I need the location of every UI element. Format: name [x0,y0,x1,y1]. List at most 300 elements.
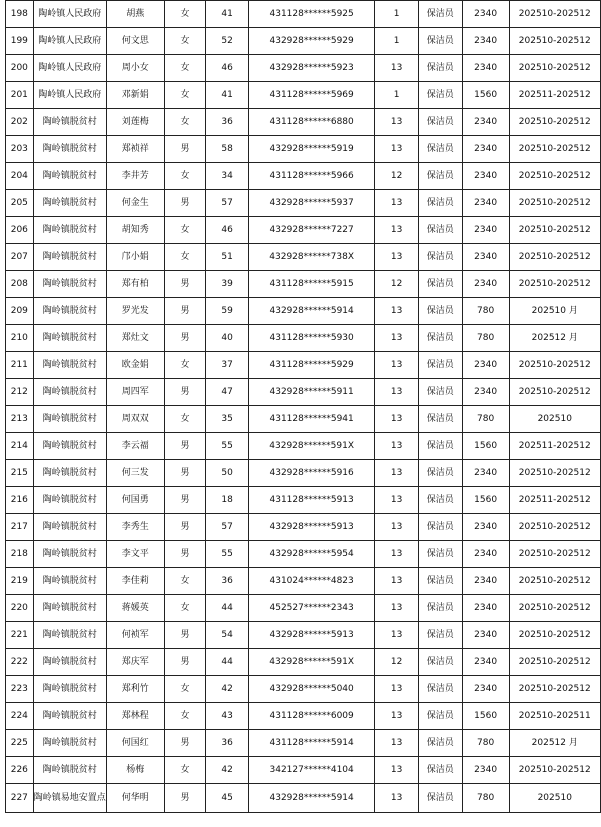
job-cell: 保洁员 [418,568,462,595]
amount-cell: 780 [462,730,509,757]
age-cell: 34 [206,163,249,190]
period-cell: 202510-202512 [509,352,601,379]
group-cell: 1 [375,28,419,55]
amount-cell: 2340 [462,460,509,487]
seq-cell: 212 [6,379,34,406]
group-cell: 13 [375,784,419,813]
seq-cell: 210 [6,325,34,352]
amount-cell: 2340 [462,757,509,784]
gender-cell: 女 [164,757,206,784]
job-cell: 保洁员 [418,514,462,541]
job-cell: 保洁员 [418,649,462,676]
unit-cell: 陶岭镇脱贫村 [33,541,106,568]
id-number-cell: 431128******5966 [248,163,374,190]
gender-cell: 女 [164,595,206,622]
period-cell: 202511-202512 [509,433,601,460]
unit-cell: 陶岭镇脱贫村 [33,352,106,379]
job-cell: 保洁员 [418,406,462,433]
amount-cell: 1560 [462,703,509,730]
table-row [6,649,601,676]
age-cell: 42 [206,757,249,784]
name-cell: 杨梅 [106,757,164,784]
period-cell: 202510 [509,784,601,813]
table-row [6,325,601,352]
table-row [6,28,601,55]
amount-cell: 780 [462,406,509,433]
job-cell: 保洁员 [418,1,462,28]
unit-cell: 陶岭镇脱贫村 [33,109,106,136]
age-cell: 52 [206,28,249,55]
name-cell: 邓新娟 [106,82,164,109]
name-cell: 何文思 [106,28,164,55]
period-cell: 202510-202512 [509,595,601,622]
age-cell: 36 [206,109,249,136]
group-cell: 13 [375,109,419,136]
table-row [6,595,601,622]
roster-sheet [5,0,601,813]
amount-cell: 2340 [462,109,509,136]
id-number-cell: 431128******6880 [248,109,374,136]
period-cell: 202510 月 [509,298,601,325]
gender-cell: 男 [164,487,206,514]
gender-cell: 男 [164,730,206,757]
job-cell: 保洁员 [418,460,462,487]
gender-cell: 女 [164,82,206,109]
amount-cell: 2340 [462,244,509,271]
group-cell: 13 [375,352,419,379]
age-cell: 42 [206,676,249,703]
period-cell: 202510-202512 [509,649,601,676]
age-cell: 41 [206,1,249,28]
group-cell: 12 [375,271,419,298]
id-number-cell: 432928******5954 [248,541,374,568]
job-cell: 保洁员 [418,325,462,352]
name-cell: 胡知秀 [106,217,164,244]
period-cell: 202510-202512 [509,244,601,271]
table-row [6,406,601,433]
id-number-cell: 432928******591X [248,649,374,676]
name-cell: 周小女 [106,55,164,82]
table-row [6,541,601,568]
group-cell: 1 [375,82,419,109]
amount-cell: 2340 [462,136,509,163]
group-cell: 13 [375,703,419,730]
id-number-cell: 432928******7227 [248,217,374,244]
table-row [6,352,601,379]
amount-cell: 2340 [462,163,509,190]
name-cell: 郑利竹 [106,676,164,703]
name-cell: 邝小娟 [106,244,164,271]
gender-cell: 男 [164,271,206,298]
gender-cell: 女 [164,163,206,190]
unit-cell: 陶岭镇脱贫村 [33,730,106,757]
period-cell: 202510-202512 [509,28,601,55]
name-cell: 何三发 [106,460,164,487]
name-cell: 李井芳 [106,163,164,190]
amount-cell: 2340 [462,190,509,217]
name-cell: 李秀生 [106,514,164,541]
gender-cell: 男 [164,649,206,676]
gender-cell: 男 [164,460,206,487]
group-cell: 13 [375,325,419,352]
job-cell: 保洁员 [418,82,462,109]
amount-cell: 2340 [462,649,509,676]
group-cell: 13 [375,406,419,433]
job-cell: 保洁员 [418,730,462,757]
unit-cell: 陶岭镇人民政府 [33,28,106,55]
id-number-cell: 432928******591X [248,433,374,460]
name-cell: 周双双 [106,406,164,433]
unit-cell: 陶岭镇人民政府 [33,82,106,109]
unit-cell: 陶岭镇人民政府 [33,1,106,28]
id-number-cell: 452527******2343 [248,595,374,622]
job-cell: 保洁员 [418,676,462,703]
name-cell: 郑灶文 [106,325,164,352]
amount-cell: 2340 [462,55,509,82]
job-cell: 保洁员 [418,352,462,379]
unit-cell: 陶岭镇脱贫村 [33,595,106,622]
seq-cell: 221 [6,622,34,649]
amount-cell: 2340 [462,568,509,595]
age-cell: 18 [206,487,249,514]
table-row [6,109,601,136]
job-cell: 保洁员 [418,28,462,55]
table-row [6,730,601,757]
age-cell: 57 [206,190,249,217]
job-cell: 保洁员 [418,784,462,813]
name-cell: 蒋媛英 [106,595,164,622]
gender-cell: 女 [164,703,206,730]
seq-cell: 219 [6,568,34,595]
seq-cell: 199 [6,28,34,55]
amount-cell: 2340 [462,676,509,703]
group-cell: 13 [375,487,419,514]
id-number-cell: 431128******5913 [248,487,374,514]
seq-cell: 214 [6,433,34,460]
age-cell: 50 [206,460,249,487]
id-number-cell: 432928******5913 [248,622,374,649]
seq-cell: 202 [6,109,34,136]
age-cell: 46 [206,217,249,244]
amount-cell: 780 [462,298,509,325]
gender-cell: 女 [164,568,206,595]
period-cell: 202511-202512 [509,82,601,109]
period-cell: 202510-202512 [509,676,601,703]
group-cell: 13 [375,460,419,487]
job-cell: 保洁员 [418,298,462,325]
period-cell: 202510-202512 [509,190,601,217]
age-cell: 46 [206,55,249,82]
period-cell: 202510-202512 [509,514,601,541]
gender-cell: 男 [164,784,206,813]
table-row [6,55,601,82]
seq-cell: 204 [6,163,34,190]
group-cell: 13 [375,757,419,784]
age-cell: 37 [206,352,249,379]
job-cell: 保洁员 [418,217,462,244]
name-cell: 郑有柏 [106,271,164,298]
table-row [6,757,601,784]
name-cell: 刘莲梅 [106,109,164,136]
group-cell: 1 [375,1,419,28]
period-cell: 202512 月 [509,325,601,352]
seq-cell: 227 [6,784,34,813]
amount-cell: 2340 [462,622,509,649]
table-row [6,514,601,541]
amount-cell: 1560 [462,433,509,460]
job-cell: 保洁员 [418,271,462,298]
gender-cell: 男 [164,433,206,460]
id-number-cell: 432928******5929 [248,28,374,55]
job-cell: 保洁员 [418,190,462,217]
id-number-cell: 431128******6009 [248,703,374,730]
job-cell: 保洁员 [418,541,462,568]
amount-cell: 780 [462,784,509,813]
group-cell: 13 [375,514,419,541]
job-cell: 保洁员 [418,136,462,163]
group-cell: 13 [375,244,419,271]
seq-cell: 226 [6,757,34,784]
gender-cell: 女 [164,1,206,28]
group-cell: 13 [375,433,419,460]
id-number-cell: 431128******5914 [248,730,374,757]
name-cell: 郑林程 [106,703,164,730]
age-cell: 36 [206,730,249,757]
age-cell: 55 [206,541,249,568]
unit-cell: 陶岭镇脱贫村 [33,757,106,784]
period-cell: 202510-202512 [509,163,601,190]
age-cell: 40 [206,325,249,352]
id-number-cell: 431128******5915 [248,271,374,298]
amount-cell: 780 [462,325,509,352]
age-cell: 57 [206,514,249,541]
period-cell: 202510-202512 [509,55,601,82]
id-number-cell: 432928******5916 [248,460,374,487]
group-cell: 13 [375,190,419,217]
id-number-cell: 431128******5930 [248,325,374,352]
gender-cell: 男 [164,190,206,217]
name-cell: 李云福 [106,433,164,460]
period-cell: 202510-202512 [509,460,601,487]
seq-cell: 215 [6,460,34,487]
gender-cell: 女 [164,244,206,271]
amount-cell: 2340 [462,352,509,379]
age-cell: 43 [206,703,249,730]
age-cell: 45 [206,784,249,813]
amount-cell: 2340 [462,541,509,568]
name-cell: 李文平 [106,541,164,568]
seq-cell: 223 [6,676,34,703]
id-number-cell: 432928******738X [248,244,374,271]
table-row [6,379,601,406]
table-row [6,460,601,487]
name-cell: 何华明 [106,784,164,813]
gender-cell: 女 [164,676,206,703]
job-cell: 保洁员 [418,622,462,649]
unit-cell: 陶岭镇脱贫村 [33,379,106,406]
group-cell: 12 [375,163,419,190]
unit-cell: 陶岭镇人民政府 [33,55,106,82]
group-cell: 13 [375,595,419,622]
gender-cell: 女 [164,55,206,82]
job-cell: 保洁员 [418,244,462,271]
seq-cell: 218 [6,541,34,568]
seq-cell: 207 [6,244,34,271]
seq-cell: 209 [6,298,34,325]
group-cell: 13 [375,136,419,163]
unit-cell: 陶岭镇脱贫村 [33,190,106,217]
table-row [6,433,601,460]
name-cell: 欧金娟 [106,352,164,379]
gender-cell: 男 [164,298,206,325]
table-row [6,217,601,244]
period-cell: 202511-202512 [509,487,601,514]
id-number-cell: 432928******5919 [248,136,374,163]
period-cell: 202510-202512 [509,379,601,406]
unit-cell: 陶岭镇脱贫村 [33,325,106,352]
table-row [6,1,601,28]
id-number-cell: 431024******4823 [248,568,374,595]
table-row [6,163,601,190]
age-cell: 54 [206,622,249,649]
table-row [6,82,601,109]
seq-cell: 206 [6,217,34,244]
unit-cell: 陶岭镇脱贫村 [33,676,106,703]
group-cell: 13 [375,541,419,568]
age-cell: 41 [206,82,249,109]
unit-cell: 陶岭镇脱贫村 [33,163,106,190]
name-cell: 郑庆军 [106,649,164,676]
amount-cell: 2340 [462,379,509,406]
table-row [6,676,601,703]
name-cell: 何祯军 [106,622,164,649]
name-cell: 何金生 [106,190,164,217]
unit-cell: 陶岭镇易地安置点 [33,784,106,813]
seq-cell: 220 [6,595,34,622]
amount-cell: 2340 [462,1,509,28]
name-cell: 郑祯祥 [106,136,164,163]
table-row [6,784,601,813]
period-cell: 202510-202512 [509,271,601,298]
group-cell: 13 [375,55,419,82]
age-cell: 47 [206,379,249,406]
period-cell: 202510-202511 [509,703,601,730]
table-row [6,487,601,514]
job-cell: 保洁员 [418,163,462,190]
job-cell: 保洁员 [418,433,462,460]
amount-cell: 1560 [462,487,509,514]
name-cell: 何国红 [106,730,164,757]
id-number-cell: 432928******5911 [248,379,374,406]
table-row [6,298,601,325]
name-cell: 罗光发 [106,298,164,325]
id-number-cell: 432928******5913 [248,514,374,541]
gender-cell: 女 [164,352,206,379]
table-row [6,622,601,649]
seq-cell: 198 [6,1,34,28]
seq-cell: 200 [6,55,34,82]
id-number-cell: 432928******5914 [248,298,374,325]
group-cell: 13 [375,622,419,649]
period-cell: 202510 [509,406,601,433]
table-row [6,703,601,730]
group-cell: 13 [375,298,419,325]
unit-cell: 陶岭镇脱贫村 [33,703,106,730]
id-number-cell: 431128******5929 [248,352,374,379]
job-cell: 保洁员 [418,109,462,136]
age-cell: 36 [206,568,249,595]
id-number-cell: 431128******5925 [248,1,374,28]
id-number-cell: 432928******5937 [248,190,374,217]
id-number-cell: 432928******5923 [248,55,374,82]
unit-cell: 陶岭镇脱贫村 [33,136,106,163]
name-cell: 胡燕 [106,1,164,28]
table-row [6,190,601,217]
unit-cell: 陶岭镇脱贫村 [33,217,106,244]
table-row [6,271,601,298]
age-cell: 55 [206,433,249,460]
unit-cell: 陶岭镇脱贫村 [33,568,106,595]
gender-cell: 男 [164,541,206,568]
group-cell: 13 [375,217,419,244]
period-cell: 202510-202512 [509,568,601,595]
unit-cell: 陶岭镇脱贫村 [33,622,106,649]
group-cell: 13 [375,676,419,703]
gender-cell: 男 [164,136,206,163]
amount-cell: 1560 [462,82,509,109]
job-cell: 保洁员 [418,757,462,784]
id-number-cell: 431128******5969 [248,82,374,109]
age-cell: 51 [206,244,249,271]
id-number-cell: 432928******5040 [248,676,374,703]
gender-cell: 女 [164,28,206,55]
unit-cell: 陶岭镇脱贫村 [33,406,106,433]
unit-cell: 陶岭镇脱贫村 [33,271,106,298]
roster-table [5,0,601,813]
unit-cell: 陶岭镇脱贫村 [33,460,106,487]
age-cell: 44 [206,649,249,676]
amount-cell: 2340 [462,514,509,541]
amount-cell: 2340 [462,595,509,622]
name-cell: 何国勇 [106,487,164,514]
gender-cell: 男 [164,379,206,406]
gender-cell: 男 [164,325,206,352]
unit-cell: 陶岭镇脱贫村 [33,433,106,460]
unit-cell: 陶岭镇脱贫村 [33,487,106,514]
table-row [6,244,601,271]
period-cell: 202510-202512 [509,109,601,136]
job-cell: 保洁员 [418,487,462,514]
seq-cell: 205 [6,190,34,217]
seq-cell: 208 [6,271,34,298]
period-cell: 202510-202512 [509,757,601,784]
unit-cell: 陶岭镇脱贫村 [33,244,106,271]
seq-cell: 203 [6,136,34,163]
name-cell: 李佳莉 [106,568,164,595]
seq-cell: 216 [6,487,34,514]
period-cell: 202510-202512 [509,541,601,568]
gender-cell: 男 [164,622,206,649]
age-cell: 44 [206,595,249,622]
name-cell: 周四军 [106,379,164,406]
group-cell: 13 [375,730,419,757]
amount-cell: 2340 [462,28,509,55]
period-cell: 202510-202512 [509,136,601,163]
seq-cell: 225 [6,730,34,757]
gender-cell: 女 [164,109,206,136]
age-cell: 59 [206,298,249,325]
gender-cell: 女 [164,217,206,244]
